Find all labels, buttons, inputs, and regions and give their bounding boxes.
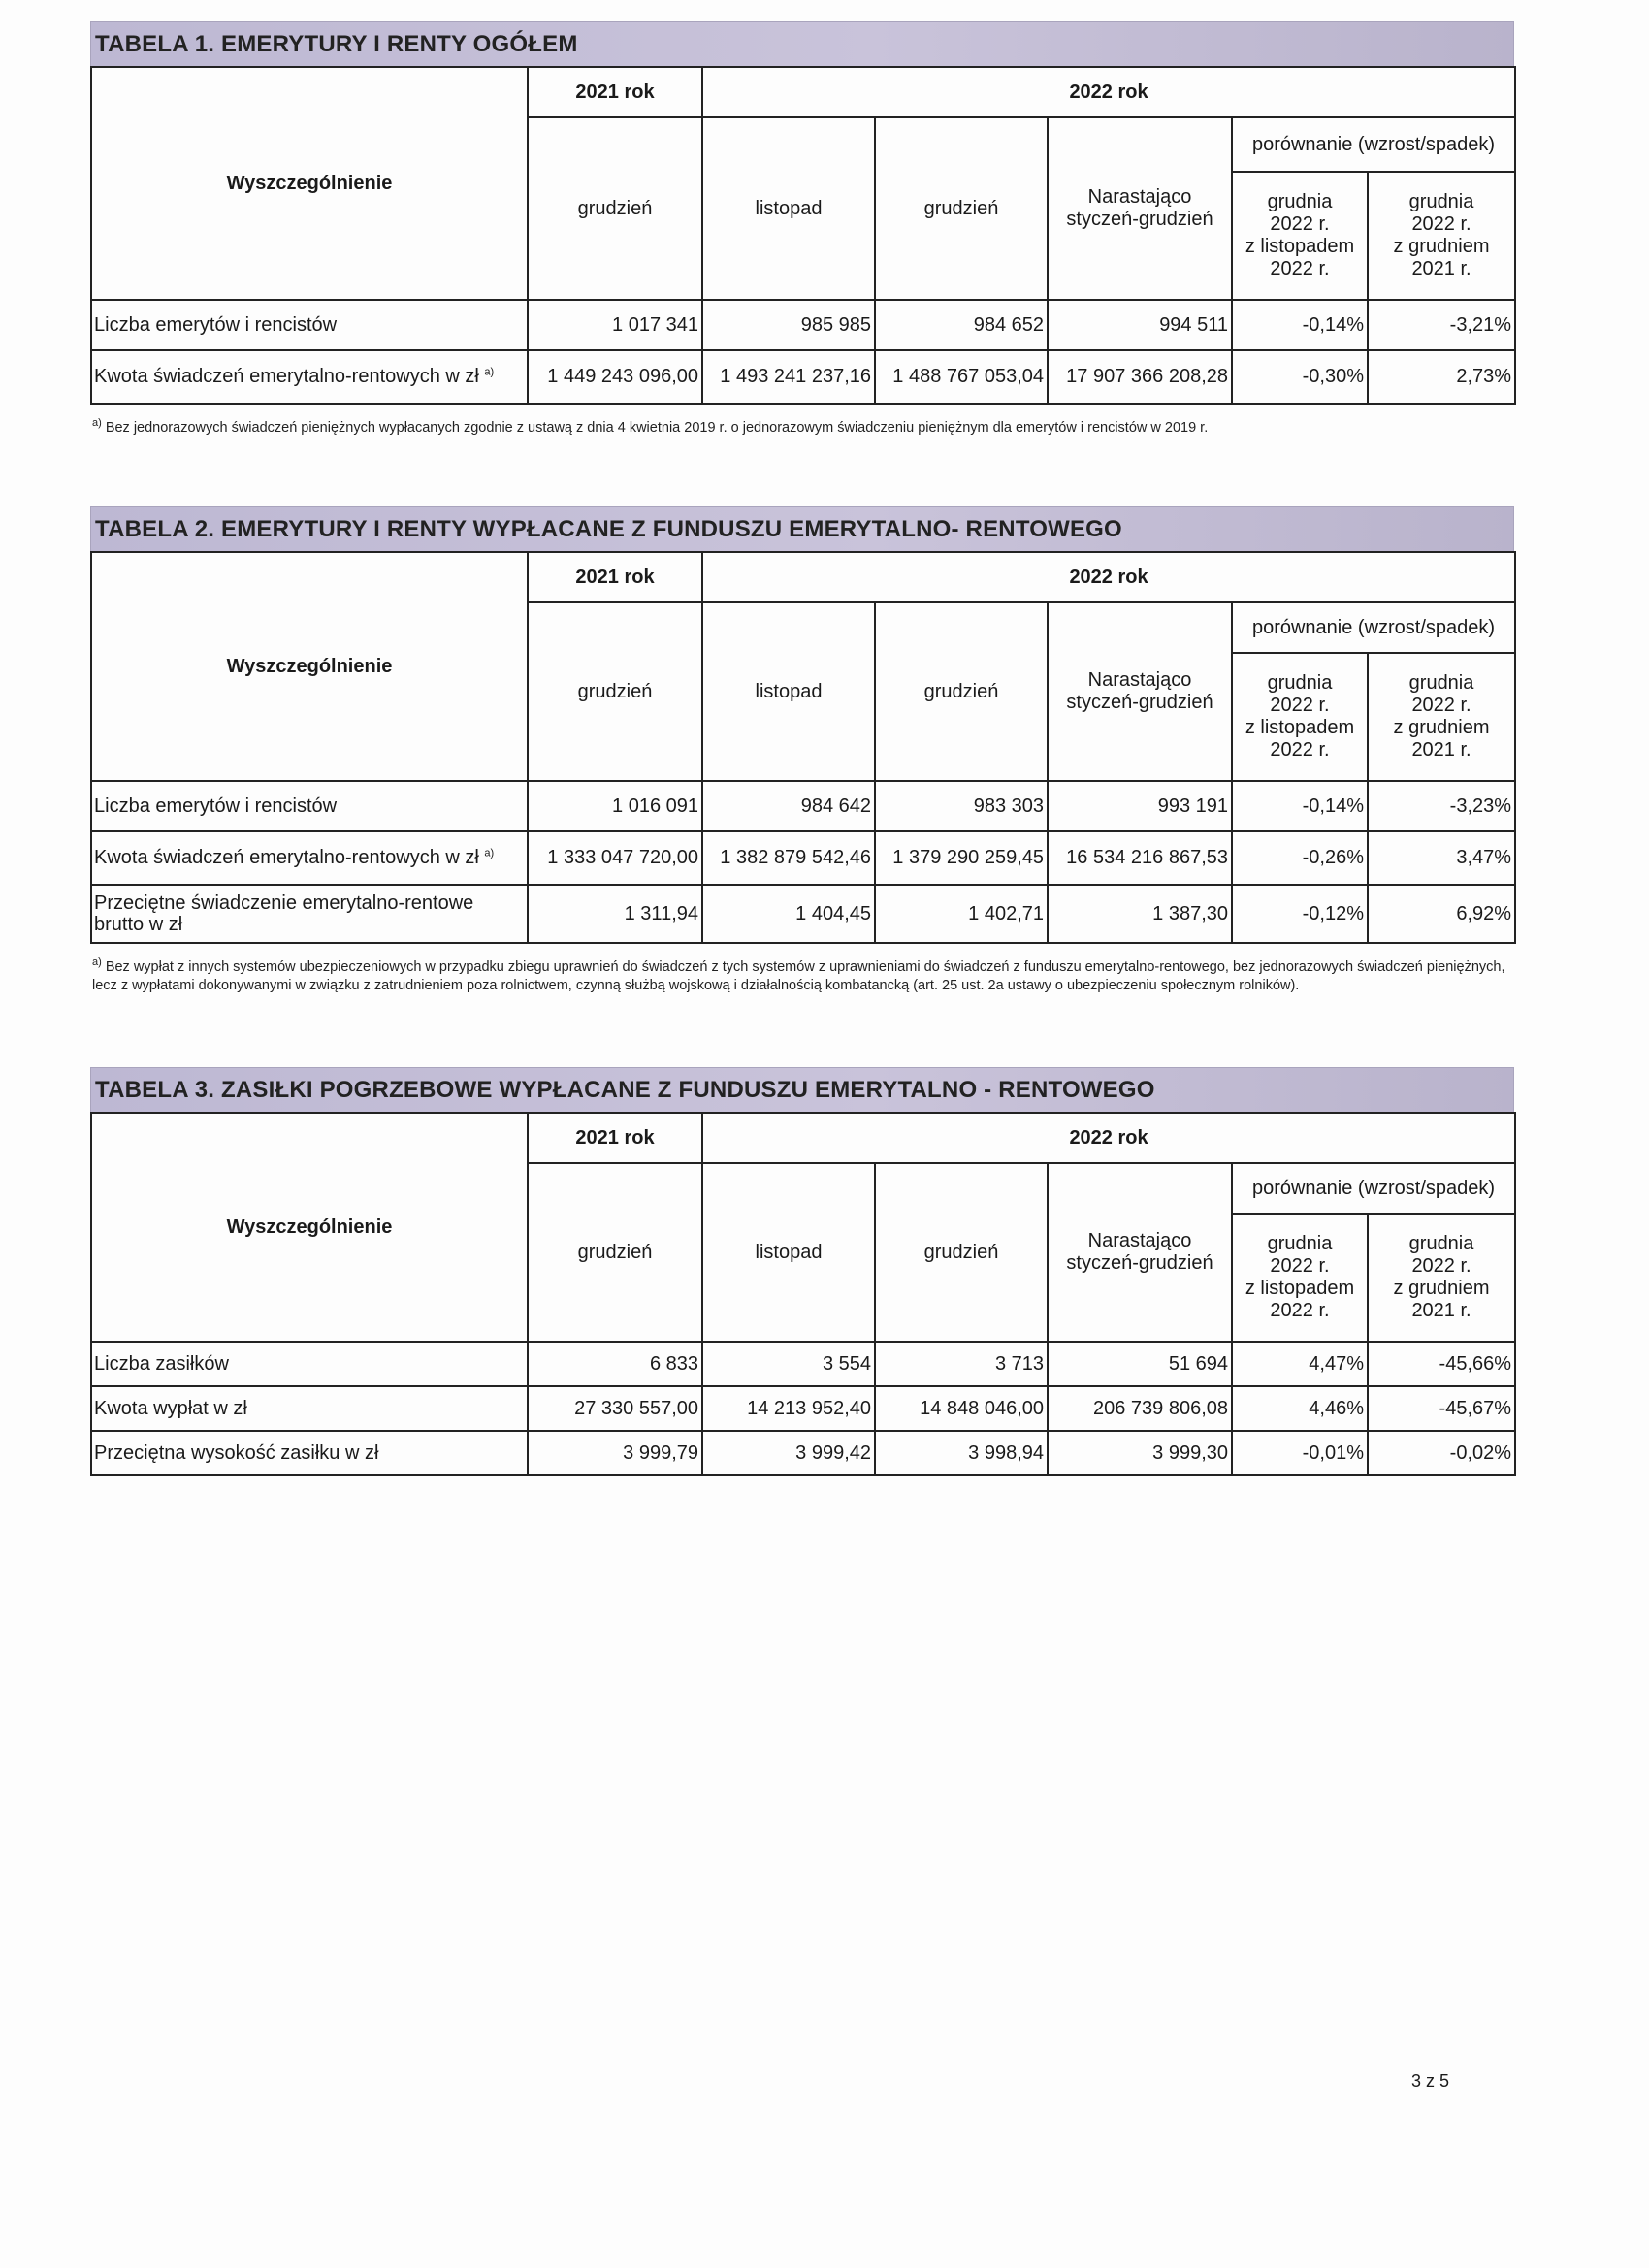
header-porownanie: porównanie (wzrost/spadek) <box>1232 117 1515 172</box>
header-grudzien-2022: grudzień <box>875 117 1048 300</box>
header-year-2022: 2022 rok <box>702 67 1515 117</box>
header-porownanie: porównanie (wzrost/spadek) <box>1232 602 1515 653</box>
page-number: 3 z 5 <box>1411 2071 1450 2090</box>
table-row: Przeciętna wysokość zasiłku w zł 3 999,79 3 999,42 3 998,94 3 999,30 -0,01% -0,02% <box>91 1431 1515 1475</box>
header-grudzien-2021: grudzień <box>528 1163 702 1342</box>
header-narastajaco: Narastająco styczeń-grudzień <box>1048 1163 1232 1342</box>
table-1 <box>90 66 1516 405</box>
header-porownanie: porównanie (wzrost/spadek) <box>1232 1163 1515 1214</box>
header-narastajaco: Narastająco styczeń-grudzień <box>1048 602 1232 781</box>
table-3 <box>90 1112 1516 1476</box>
header-listopad: listopad <box>702 1163 875 1342</box>
header-grudzien-2022: grudzień <box>875 602 1048 781</box>
header-cmp-grudzien: grudnia 2022 r. z grudniem 2021 r. <box>1368 1214 1515 1342</box>
header-listopad: listopad <box>702 117 875 300</box>
header-listopad: listopad <box>702 602 875 781</box>
table-row: Liczba emerytów i rencistów 1 016 091 984 642 983 303 993 191 -0,14% -3,23% <box>91 781 1515 831</box>
header-cmp-listopad: grudnia 2022 r. z listopadem 2022 r. <box>1232 1214 1368 1342</box>
header-cmp-listopad: grudnia 2022 r. z listopadem 2022 r. <box>1232 172 1368 300</box>
table-3-section <box>90 1067 1514 1476</box>
header-grudzien-2021: grudzień <box>528 602 702 781</box>
table-1-footnote: $^{a)}$ Bez jednorazowych świadczeń pieniężnych wypłacanych zgodnie z ustawą z dnia 4 kwietnia 2019 r. o jednorazowym świadczeniu pieniężnym dla emerytów i rencistów w 2019 r. <box>92 417 1209 436</box>
table-3-title: TABELA 3. ZASIŁKI POGRZEBOWE WYPŁACANE Z FUNDUSZU EMERYTALNO - RENTOWEGO <box>90 1067 1514 1112</box>
table-row: Liczba zasiłków 6 833 3 554 3 713 51 694 4,47% -45,66% <box>91 1342 1515 1386</box>
header-cmp-grudzien: grudnia 2022 r. z grudniem 2021 r. <box>1368 653 1515 781</box>
header-wyszczegolnienie: Wyszczególnienie <box>91 67 528 300</box>
header-wyszczegolnienie: Wyszczególnienie <box>91 1113 528 1342</box>
header-grudzien-2021: grudzień <box>528 117 702 300</box>
table-row: Kwota wypłat w zł 27 330 557,00 14 213 952,40 14 848 046,00 206 739 806,08 4,46% -45,67% <box>91 1386 1515 1431</box>
table-1-section <box>90 21 1514 437</box>
table-2-section <box>90 506 1514 995</box>
table-row: Przeciętne świadczenie emerytalno-rentowe brutto w zł 1 311,94 1 404,45 1 402,71 1 387,30 -0,12% 6,92% <box>91 885 1515 943</box>
header-wyszczegolnienie: Wyszczególnienie <box>91 552 528 781</box>
table-2-footnote: $^{a)}$ Bez wypłat z innych systemów ubezpieczeniowych w przypadku zbiegu uprawnień do świadczeń z tych systemów z uprawnieniami do świadczeń z funduszu emerytalno-rentowego, bez jednorazowych świadczeń pieniężnych, lecz z wypłatami dokonywanymi w związku z zatrudnieniem poza rolnictwem, czynną służbą wojskową i działalnością kombatancką (art. 25 ust. 2a ustawy o ubezpieczeniu społecznym rolników). <box>92 956 1505 993</box>
table-2-title: TABELA 2. EMERYTURY I RENTY WYPŁACANE Z FUNDUSZU EMERYTALNO- RENTOWEGO <box>90 506 1514 551</box>
header-year-2021: 2021 rok <box>528 67 702 117</box>
header-narastajaco: Narastająco styczeń-grudzień <box>1048 117 1232 300</box>
table-row: Kwota świadczeń emerytalno-rentowych w zł $^{a)}$ 1 449 243 096,00 1 493 241 237,16 1 488 767 053,04 17 907 366 208,28 -0,30% 2,73% <box>91 350 1515 404</box>
header-year-2021: 2021 rok <box>528 1113 702 1163</box>
header-year-2022: 2022 rok <box>702 1113 1515 1163</box>
table-row: Liczba emerytów i rencistów 1 017 341 985 985 984 652 994 511 -0,14% -3,21% <box>91 300 1515 350</box>
table-1-title: TABELA 1. EMERYTURY I RENTY OGÓŁEM <box>90 21 1514 66</box>
table-2 <box>90 551 1516 944</box>
header-cmp-listopad: grudnia 2022 r. z listopadem 2022 r. <box>1232 653 1368 781</box>
header-year-2022: 2022 rok <box>702 552 1515 602</box>
header-year-2021: 2021 rok <box>528 552 702 602</box>
table-row: Kwota świadczeń emerytalno-rentowych w zł $^{a)}$ 1 333 047 720,00 1 382 879 542,46 1 379 290 259,45 16 534 216 867,53 -0,26% 3,47% <box>91 831 1515 885</box>
header-cmp-grudzien: grudnia 2022 r. z grudniem 2021 r. <box>1368 172 1515 300</box>
header-grudzien-2022: grudzień <box>875 1163 1048 1342</box>
